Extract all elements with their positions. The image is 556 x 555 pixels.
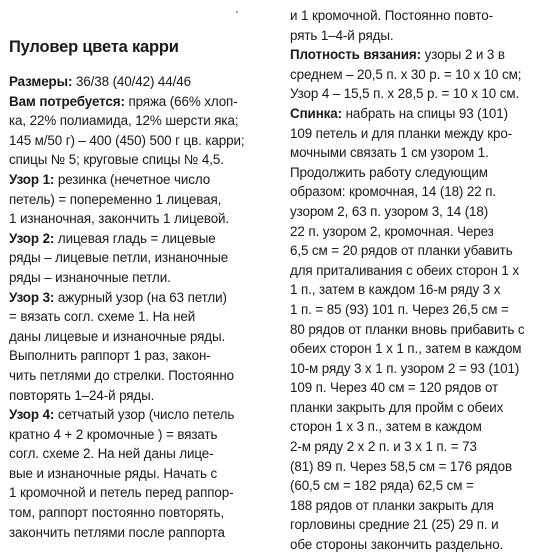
text-line — [9, 288, 271, 308]
right-column — [290, 6, 552, 555]
text-line — [9, 483, 271, 503]
text-run: горловины средние 21 (25) 29 п. и — [290, 517, 499, 533]
text-line — [290, 457, 552, 477]
text-line — [290, 84, 552, 104]
text-line — [9, 170, 271, 190]
section-heading: Спинка: — [290, 105, 342, 121]
article-title: Пуловер цвета карри — [9, 38, 179, 56]
text-run: спицы № 5; круговые спицы № 4,5. — [9, 152, 224, 168]
text-line — [290, 280, 552, 300]
text-line — [290, 476, 552, 496]
text-line — [9, 111, 271, 131]
section-heading: Плотность вязания: — [290, 47, 421, 63]
text-line — [9, 444, 271, 464]
text-line — [290, 104, 552, 124]
text-run: 109 п. Через 40 см = 120 рядов от — [290, 380, 499, 396]
text-line — [290, 6, 552, 26]
text-line — [290, 437, 552, 457]
text-run: 109 петель и для планки между кро- — [290, 125, 513, 141]
text-run: ряды – лицевые петли, изнаночные — [9, 250, 229, 266]
text-run: набрать на спицы 93 (101) — [342, 105, 508, 121]
section-heading: Узор 4: — [9, 407, 55, 423]
text-run: 1 изнаночная, закончить 1 лицевой. — [9, 211, 230, 227]
text-line — [9, 366, 271, 386]
text-run: кратно 4 + 2 кромочные ) = вязать — [9, 426, 218, 442]
text-run: обеих сторон 1 х 1 п., затем в каждом — [290, 341, 522, 357]
text-line — [290, 65, 552, 85]
text-run: и 1 кромочной. Постоянно повто- — [290, 8, 493, 23]
text-line — [290, 261, 552, 281]
text-line — [9, 209, 271, 229]
text-line — [9, 72, 271, 92]
text-run: ажурный узор (на 63 петли) — [54, 289, 227, 305]
text-line — [290, 222, 552, 242]
text-line — [290, 163, 552, 183]
text-run: 1 п. = 85 (93) 101 п. Через 26,5 см = — [290, 301, 509, 317]
left-column — [9, 72, 271, 542]
text-line — [9, 503, 271, 523]
text-run: том, раппорт постоянно повторять, — [9, 505, 224, 521]
text-line — [290, 202, 552, 222]
text-line — [9, 464, 271, 484]
text-run: 6,5 см = 20 рядов от планки убавить — [290, 243, 513, 259]
text-run: закончить петлями после раппорта — [9, 524, 225, 540]
text-run: 36/38 (40/42) 44/46 — [72, 74, 191, 89]
text-line — [290, 300, 552, 320]
text-line — [290, 26, 552, 46]
text-line — [290, 320, 552, 340]
text-run: ка, 22% полиамида, 12% шерсти яка; — [9, 113, 239, 129]
text-run: Выполнить раппорт 1 раз, закон- — [9, 348, 211, 364]
text-line — [290, 417, 552, 437]
text-run: мочными связать 1 см узором 1. — [290, 145, 489, 161]
section-heading: Узор 2: — [9, 230, 55, 246]
text-run: сторон 1 х 3 п., затем в каждом — [290, 419, 482, 435]
text-run: чить петлями до стрелки. Постоянно — [9, 367, 234, 383]
text-run: даны лицевые и изнаночные ряды. — [9, 328, 226, 344]
text-run: пряжа (66% хлоп- — [124, 93, 238, 109]
section-heading: Размеры: — [9, 74, 73, 89]
text-run: петель) = попеременно 1 лицевая, — [9, 191, 222, 207]
stray-dot — [236, 11, 238, 13]
text-line — [290, 339, 552, 359]
text-run: резинка (нечетное число — [54, 171, 211, 187]
text-line — [9, 425, 271, 445]
text-run: 10-м ряду 3 х 1 п. узором 2 = 93 (101) — [290, 360, 520, 376]
text-run: (81) 89 п. Через 58,5 см = 176 рядов — [290, 458, 513, 474]
text-run: 188 рядов от планки закрыть для — [290, 497, 494, 513]
text-line — [9, 190, 271, 210]
text-line — [290, 241, 552, 261]
text-run: = вязать согл. схеме 1. На ней — [9, 309, 196, 325]
section-heading: Вам потребуется: — [9, 93, 125, 109]
text-run: узоры 2 и 3 в — [421, 47, 505, 63]
text-run: планки закрыть для пройм с обеих — [290, 399, 504, 415]
text-line — [9, 229, 271, 249]
text-run: (60,5 см = 182 ряда) 62,5 см = — [290, 478, 474, 494]
text-line — [9, 268, 271, 288]
text-run: повторять 1–24-й ряды. — [9, 387, 155, 403]
text-line — [9, 92, 271, 112]
text-line — [9, 150, 271, 170]
text-run: 1 п., затем в каждом 16-м ряду 3 х — [290, 282, 501, 298]
text-run: узором 2, 63 п. узором 3, 14 (18) — [290, 203, 489, 219]
section-heading: Узор 1: — [9, 171, 55, 187]
text-run: Узор 4 – 15,5 п. х 28,5 р. = 10 х 10 см. — [290, 86, 520, 102]
text-run: ряды – изнаночные петли. — [9, 269, 171, 285]
text-run: образом: кромочная, 14 (18) 22 п. — [290, 184, 497, 200]
text-line — [9, 405, 271, 425]
text-run: для приталивания с обеих сторон 1 х — [290, 262, 519, 278]
text-run: 80 рядов от планки вновь прибавить с — [290, 321, 525, 337]
text-run: обе стороны закончить раздельно. — [290, 537, 504, 553]
text-run: согл. схеме 2. На ней даны лице- — [9, 446, 214, 462]
text-line — [9, 131, 271, 151]
text-run: сетчатый узор (число петель — [54, 407, 235, 423]
text-line — [290, 182, 552, 202]
text-line — [290, 45, 552, 65]
text-line — [290, 515, 552, 535]
text-line — [290, 143, 552, 163]
text-line — [9, 248, 271, 268]
text-line — [9, 327, 271, 347]
text-run: лицевая гладь = лицевые — [54, 230, 216, 246]
text-line — [290, 124, 552, 144]
text-line — [9, 523, 271, 543]
text-line — [9, 307, 271, 327]
text-run: 2-м ряду 2 х 2 п. и 3 х 1 п. = 73 — [290, 439, 477, 455]
text-run: среднем – 20,5 п. х 30 р. = 10 х 10 см; — [290, 66, 522, 82]
text-line — [9, 346, 271, 366]
text-line — [290, 398, 552, 418]
text-run: 22 п. узором 2, кромочная. Через — [290, 223, 494, 239]
text-line — [290, 496, 552, 516]
text-line — [290, 359, 552, 379]
text-line — [290, 378, 552, 398]
text-run: 145 м/50 г) – 400 (450) 500 г цв. карри; — [9, 132, 245, 148]
text-run: вые и изнаночные ряды. Начать с — [9, 465, 218, 481]
text-run: Продолжить работу следующим — [290, 164, 488, 180]
section-heading: Узор 3: — [9, 289, 55, 305]
text-line — [9, 386, 271, 406]
text-run: рять 1–4-й ряды. — [290, 27, 394, 43]
text-run: 1 кромочной и петель перед раппор- — [9, 485, 234, 501]
